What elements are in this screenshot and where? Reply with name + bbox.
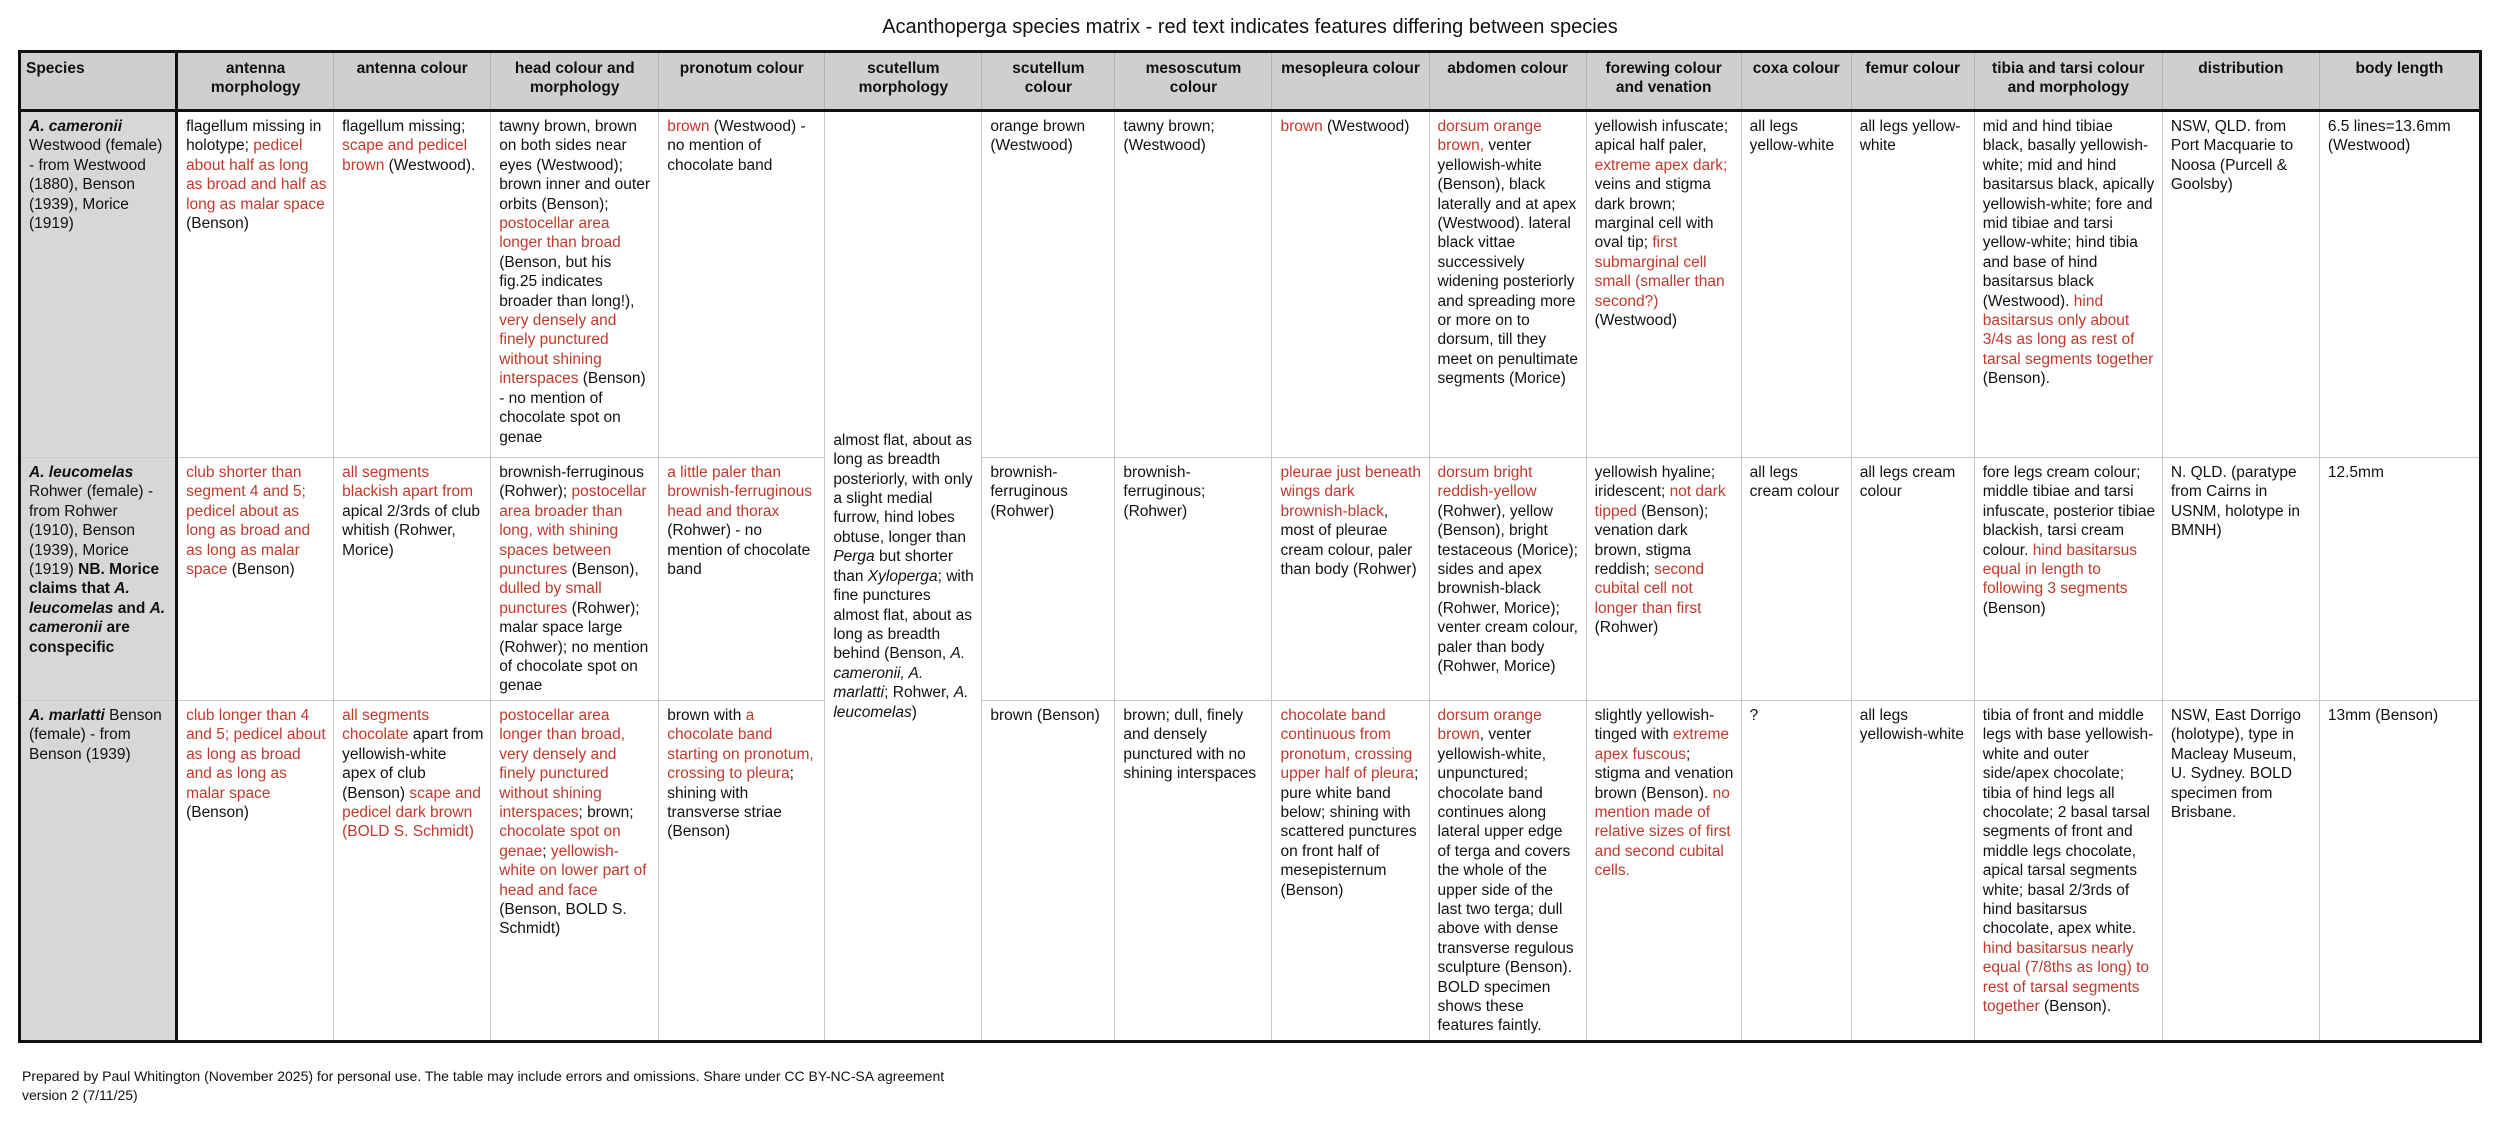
cell-text: (Benson). [1982,370,2050,388]
cell-text: Perga [833,548,875,566]
highlighted-text: a chocolate band starting on pronotum, crossing to pleura [667,706,814,783]
cell-text: brownish-ferruginous (Rohwer); [499,464,644,501]
cell-forewing-colour-and-venation [1586,111,1741,458]
column-header-scutellum-colour: scutellum colour [982,52,1115,111]
highlighted-text: postocellar area longer than broad [499,215,621,252]
cell-text: tawny brown, brown on both sides near eyes (Westwood); brown inner and outer orbits (Benson); [499,118,650,213]
column-header-tibia-and-tarsi-colour-and-morphology: tibia and tarsi colour and morphology [1974,52,2162,111]
cell-text: brown (Benson) [990,706,1100,724]
cell-body-length [2319,700,2480,1041]
cell-text: brownish-ferruginous (Rohwer) [990,464,1068,520]
cell-text: NSW, East Dorrigo (holotype), type in Macleay Museum, U. Sydney. BOLD specimen from Brisbane. [2170,706,2301,821]
highlighted-text: a little paler than brownish-ferruginous head and thorax [667,464,812,520]
cell-text: ) [911,703,917,721]
cell-pronotum-colour [659,458,825,701]
cell-text: (Benson) [227,561,295,579]
highlighted-text: all segments blackish apart from [342,464,474,501]
cell-text: (Westwood) [1594,312,1678,330]
cell-text: all legs yellowish-white [1859,706,1964,744]
cell-pronotum-colour [659,111,825,458]
cell-text: all legs yellow-white [1859,118,1961,155]
highlighted-text: dulled by small punctures [499,580,602,617]
cell-text: ; shining with transverse striae (Benson) [667,765,794,841]
column-header-mesopleura-colour: mesopleura colour [1272,52,1429,111]
cell-text: Benson (female) - from Benson (1939) [29,706,162,763]
cell-text: A. leucomelas [29,580,130,617]
cell-scutellum-colour [982,111,1115,458]
cell-text: fore legs cream colour; middle tibiae and tarsi infuscate, posterior tibiae blackish, tarsi cream colour. [1982,464,2156,559]
cell-body-length [2319,111,2480,458]
cell-text: tawny brown; (Westwood) [1123,118,1215,155]
cell-text: 12.5mm [2327,464,2384,481]
highlighted-text: club shorter than segment 4 and 5; pedicel about as long as broad and as long as malar space [186,464,311,579]
page-title: Acanthoperga species matrix - red text indicates features differing between species [882,16,1618,38]
cell-text: are conspecific [29,619,130,656]
cell-tibia-and-tarsi-colour-and-morphology [1974,111,2162,458]
cell-antenna-colour [334,700,491,1041]
highlighted-text: chocolate band continuous from pronotum, crossing upper half of pleura [1280,706,1415,783]
highlighted-text: first submarginal cell small (smaller than second?) [1594,234,1725,310]
column-header-mesoscutum-colour: mesoscutum colour [1115,52,1272,111]
cell-mesoscutum-colour [1115,458,1272,701]
cell-text: ; [542,842,551,860]
column-header-scutellum-morphology: scutellum morphology [825,52,982,111]
cell-text: brown with [667,706,746,724]
column-header-forewing-colour-and-venation: forewing colour and venation [1586,52,1741,111]
cell-distribution [2162,111,2319,458]
highlighted-text: hind basitarsus nearly equal (7/8ths as long) to rest of tarsal segments together [1982,939,2150,1015]
column-header-antenna-colour: antenna colour [334,52,491,111]
cell-text: A. cameronii, A. marlatti [833,645,966,702]
cell-text: (Benson) [1982,599,2046,617]
cell-text: (Rohwer), yellow (Benson), bright testaceous (Morice); sides and apex brownish-black (Rohwer, Morice); venter cream colour, paler than body (Rohwer, Morice) [1437,502,1578,676]
cell-text: flagellum missing in holotype; [186,118,322,155]
cell-text: slightly yellowish-tinged with [1594,706,1715,744]
cell-text: ; with fine punctures almost flat, about as long as breadth behind (Benson, [833,567,974,663]
cell-femur-colour [1851,111,1974,458]
cell-text: (Westwood) [1322,118,1410,135]
cell-body-length [2319,458,2480,701]
cell-head-colour-and-morphology [491,111,659,458]
cell-antenna-morphology [177,700,334,1041]
table-row [20,458,2481,701]
table-row [20,700,2481,1041]
cell-text: tibia of front and middle legs with base yellowish-white and outer side/apex chocolate; tibia of hind legs all chocolate; 2 basal tarsal segments of front and middle legs chocolate, apical tarsal segments white; basal 2/3rds of hind basitarsus chocolate, apex white. [1982,706,2154,938]
footer [22,1067,944,1105]
cell-text: Westwood (female) - from Westwood (1880), Benson (1939), Morice (1919) [29,137,163,233]
cell-text: A. cameronii [29,118,123,135]
cell-text: orange brown (Westwood) [990,118,1086,155]
cell-text: all legs cream colour [1859,464,1956,501]
highlighted-text: postocellar area longer than broad, very densely and finely punctured without shining interspaces [499,706,626,821]
highlighted-text: extreme apex dark; [1594,156,1728,174]
highlighted-text: dorsum bright reddish-yellow [1437,464,1537,501]
cell-text: apart from yellowish-white apex of club (Benson) [342,726,484,802]
cell-coxa-colour [1741,458,1851,701]
cell-abdomen-colour [1429,111,1586,458]
cell-femur-colour [1851,700,1974,1041]
highlighted-text: very densely and finely punctured without shining interspaces [499,312,617,388]
cell-text: (Benson) [186,803,249,821]
highlighted-text: all segments chocolate [342,706,430,744]
cell-text: veins and stigma dark brown; marginal cell with oval tip; [1594,176,1714,252]
highlighted-text: pleurae just beneath wings dark brownish-black [1280,464,1421,520]
cell-text: ? [1749,706,1759,724]
footer-version: version 2 (7/11/25) [22,1087,138,1103]
species-cell [20,111,177,458]
cell-text: all legs cream colour [1749,464,1840,501]
footer-note: Prepared by Paul Whitington (November 2025) for personal use. The table may include errors and omissions. Share under CC BY-NC-SA agreement [22,1068,945,1084]
cell-antenna-colour [334,458,491,701]
cell-text: Xyloperga [867,567,938,585]
cell-abdomen-colour [1429,458,1586,701]
species-cell [20,458,177,701]
species-matrix-table [18,50,2482,1043]
cell-mesopleura-colour [1272,700,1429,1041]
highlighted-text: second cubital cell not longer than first [1594,561,1705,617]
highlighted-text: brown [667,118,710,135]
cell-text: mid and hind tibiae black, basally yellowish-white; mid and hind basitarsus black, apically yellowish-white; fore and mid tibiae and tarsi yellow-white; hind tibia and base of hind basitarsus black (Westwood). [1982,118,2155,310]
cell-text: flagellum missing; [342,118,466,135]
highlighted-text: not dark tipped [1594,483,1726,520]
column-header-species: Species [20,52,177,111]
cell-text: (Rohwer) - no mention of chocolate band [667,522,811,579]
highlighted-text: yellowish-white on lower part of head and face [499,842,647,899]
table-row [20,111,2481,458]
cell-text: (Benson, BOLD S. Schmidt) [499,900,627,938]
cell-text: A. cameronii [29,599,166,637]
cell-text: A. leucomelas [29,464,134,481]
cell-text: 13mm (Benson) [2327,706,2439,724]
cell-text: (Benson); venation dark brown, stigma reddish; [1594,502,1709,579]
cell-text: brownish-ferruginous; (Rohwer) [1123,464,1206,520]
cell-text: ; brown; [578,803,634,821]
column-header-abdomen-colour: abdomen colour [1429,52,1586,111]
cell-text: (Westwood). [384,156,476,174]
cell-scutellum-colour [982,700,1115,1041]
cell-text: A. leucomelas [833,684,969,721]
column-header-femur-colour: femur colour [1851,52,1974,111]
cell-text: ; Rohwer, [884,684,954,702]
cell-text: (Rohwer) [1594,619,1659,637]
cell-antenna-morphology [177,111,334,458]
species-cell [20,700,177,1041]
cell-text: N. QLD. (paratype from Cairns in USNM, holotype in BMNH) [2170,464,2301,540]
cell-text: all legs yellow-white [1749,118,1835,155]
cell-text: and [113,599,150,617]
cell-forewing-colour-and-venation [1586,700,1741,1041]
highlighted-text: postocellar area broader than long, with shining spaces between punctures [499,483,647,579]
cell-text: apical 2/3rds of club whitish (Rohwer, Morice) [342,502,480,559]
cell-text: venter yellowish-white (Benson), black laterally and at apex (Westwood). lateral black vittae successively widening posteriorly and spreading more or more on to dorsum, till they meet on penultimate segments (Morice) [1437,137,1578,388]
cell-head-colour-and-morphology [491,700,659,1041]
column-header-pronotum-colour: pronotum colour [659,52,825,111]
cell-text: yellowish infuscate; apical half paler, [1594,118,1729,155]
highlighted-text: dorsum orange brown [1437,706,1542,744]
cell-distribution [2162,700,2319,1041]
cell-text: NSW, QLD. from Port Macquarie to Noosa (Purcell & Goolsby) [2170,118,2294,194]
column-header-antenna-morphology: antenna morphology [177,52,334,111]
cell-text: (Benson). [2039,997,2112,1015]
cell-text: yellowish hyaline; iridescent; [1594,464,1716,501]
highlighted-text: chocolate spot on genae [499,823,621,860]
cell-text: 6.5 lines=13.6mm (Westwood) [2327,118,2451,155]
cell-text: , most of pleurae cream colour, paler than body (Rohwer) [1280,502,1417,579]
cell-forewing-colour-and-venation [1586,458,1741,701]
cell-mesopleura-colour [1272,458,1429,701]
cell-scutellum-colour [982,458,1115,701]
cell-femur-colour [1851,458,1974,701]
highlighted-text: scape and pedicel dark brown (BOLD S. Schmidt) [342,784,481,841]
cell-text: A. marlatti [29,706,105,724]
cell-antenna-colour [334,111,491,458]
cell-mesoscutum-colour [1115,700,1272,1041]
cell-scutellum-morphology [825,111,982,1042]
cell-head-colour-and-morphology [491,458,659,701]
highlighted-text: brown [1280,118,1323,135]
column-header-head-colour-and-morphology: head colour and morphology [491,52,659,111]
highlighted-text: extreme apex fuscous [1594,726,1730,763]
cell-tibia-and-tarsi-colour-and-morphology [1974,700,2162,1041]
cell-text: , venter yellowish-white, unpunctured; chocolate band continues along lateral upper edge of terga and covers the whole of the upper side of the last two terga; dull above with dense transverse regulous sculpture (Benson). BOLD specimen shows these features faintly. [1437,726,1574,1035]
highlighted-text: hind basitarsus only about 3/4s as long as rest of tarsal segments together [1982,292,2154,368]
cell-text: ; stigma and venation brown (Benson). [1594,745,1734,802]
cell-coxa-colour [1741,700,1851,1041]
cell-text: (Rohwer); malar space large (Rohwer); no mention of chocolate spot on genae [499,599,649,695]
column-header-coxa-colour: coxa colour [1741,52,1851,111]
cell-text: Rohwer (female) - from Rohwer (1910), Benson (1939), Morice (1919) [29,483,154,579]
highlighted-text: hind basitarsus equal in length to following 3 segments [1982,541,2137,598]
cell-text: but shorter than [833,548,954,585]
column-header-body-length: body length [2319,52,2480,111]
cell-text: (Benson), [567,561,639,579]
cell-text: brown; dull, finely and densely punctured with no shining interspaces [1123,706,1257,783]
cell-coxa-colour [1741,111,1851,458]
cell-text: (Benson) - no mention of chocolate spot on genae [499,370,646,446]
header-row [20,52,2481,111]
cell-mesoscutum-colour [1115,111,1272,458]
highlighted-text: club longer than 4 and 5; pedicel about as long as broad and as long as malar space [186,706,326,802]
cell-text: (Westwood) - no mention of chocolate band [667,118,806,174]
cell-pronotum-colour [659,700,825,1041]
cell-tibia-and-tarsi-colour-and-morphology [1974,458,2162,701]
cell-antenna-morphology [177,458,334,701]
cell-mesopleura-colour [1272,111,1429,458]
cell-abdomen-colour [1429,700,1586,1041]
column-header-distribution: distribution [2162,52,2319,111]
cell-text: (Benson) [186,215,249,233]
cell-text: (Benson, but his fig.25 indicates broader than long!), [499,253,635,310]
highlighted-text: scape and pedicel brown [342,137,468,174]
highlighted-text: no mention made of relative sizes of first and second cubital cells. [1594,784,1731,880]
cell-distribution [2162,458,2319,701]
highlighted-text: pedicel about half as long as broad and half as long as malar space [186,137,327,213]
cell-text: ; pure white band below; shining with scattered punctures on front half of mesepisternum (Benson) [1280,765,1419,899]
cell-text: almost flat, about as long as breadth posteriorly, with only a slight medial furrow, hind lobes obtuse, longer than [833,431,973,546]
cell-text: NB. Morice claims that [29,561,160,598]
highlighted-text: dorsum orange brown, [1437,118,1542,155]
